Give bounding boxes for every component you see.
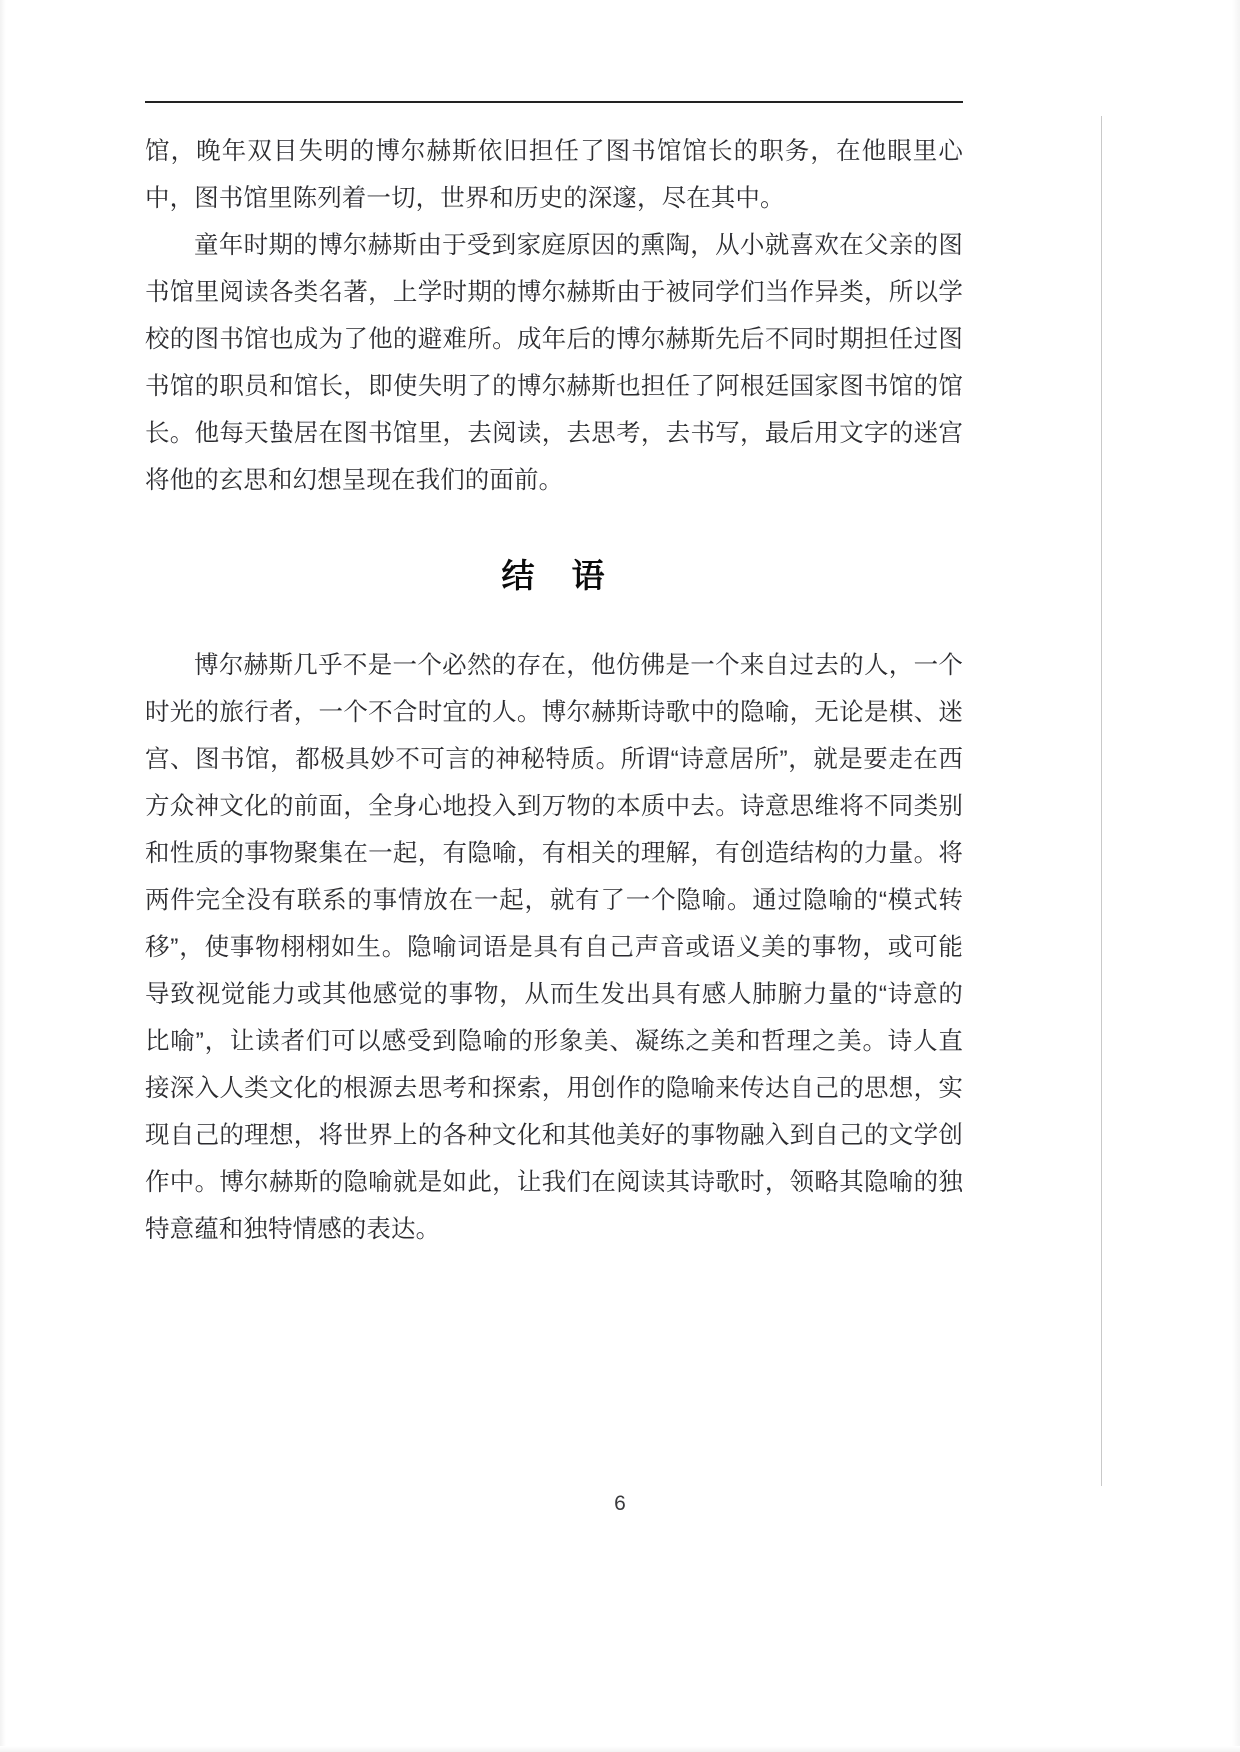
paragraph-continued: 馆，晚年双目失明的博尔赫斯依旧担任了图书馆馆长的职务，在他眼里心中，图书馆里陈列着一切，世界和历史的深邃，尽在其中。 [145,138,963,212]
page-footer [0,1492,1240,1516]
paragraph-conclusion: 博尔赫斯几乎不是一个必然的存在，他仿佛是一个来自过去的人，一个时光的旅行者，一个不合时宜的人。博尔赫斯诗歌中的隐喻，无论是棋、迷宫、图书馆，都极具妙不可言的神秘特质。所谓“诗意居所”，就是要走在西方众神文化的前面，全身心地投入到万物的本质中去。诗意思维将不同类别和性质的事物聚集在一起，有隐喻，有相关的理解，有创造结构的力量。将两件完全没有联系的事情放在一起，就有了一个隐喻。通过隐喻的“模式转移”，使事物栩栩如生。隐喻词语是具有自己声音或语义美的事物，或可能导致视觉能力或其他感觉的事物，从而生发出具有感人肺腑力量的“诗意的比喻”，让读者们可以感受到隐喻的形象美、凝练之美和哲理之美。诗人直接深入人类文化的根源去思考和探索，用创作的隐喻来传达自己的思想，实现自己的理想，将世界上的各种文化和其他美好的事物融入到自己的文学创作中。博尔赫斯的隐喻就是如此，让我们在阅读其诗歌时，领略其隐喻的独特意蕴和独特情感的表达。 [145,652,963,1243]
paragraph-childhood: 童年时期的博尔赫斯由于受到家庭原因的熏陶，从小就喜欢在父亲的图书馆里阅读各类名著，上学时期的博尔赫斯由于被同学们当作异类，所以学校的图书馆也成为了他的避难所。成年后的博尔赫斯先后不同时期担任过图书馆的职员和馆长，即使失明了的博尔赫斯也担任了阿根廷国家图书馆的馆长。他每天蛰居在图书馆里，去阅读，去思考，去书写，最后用文字的迷宫将他的玄思和幻想呈现在我们的面前。 [145,232,963,494]
section-heading-block [145,504,963,642]
scan-edge-left [0,0,6,1752]
page-number: 6 [614,1492,626,1515]
header-separator-rule [145,101,963,103]
scan-artifact-vertical-line [1101,116,1102,1486]
text-column [145,128,963,1253]
scan-edge-bottom [0,1746,1240,1752]
scan-edge-right [1232,0,1240,1752]
section-heading-conclusion: 结 语 [501,557,607,594]
conclusion-block [145,642,963,1253]
